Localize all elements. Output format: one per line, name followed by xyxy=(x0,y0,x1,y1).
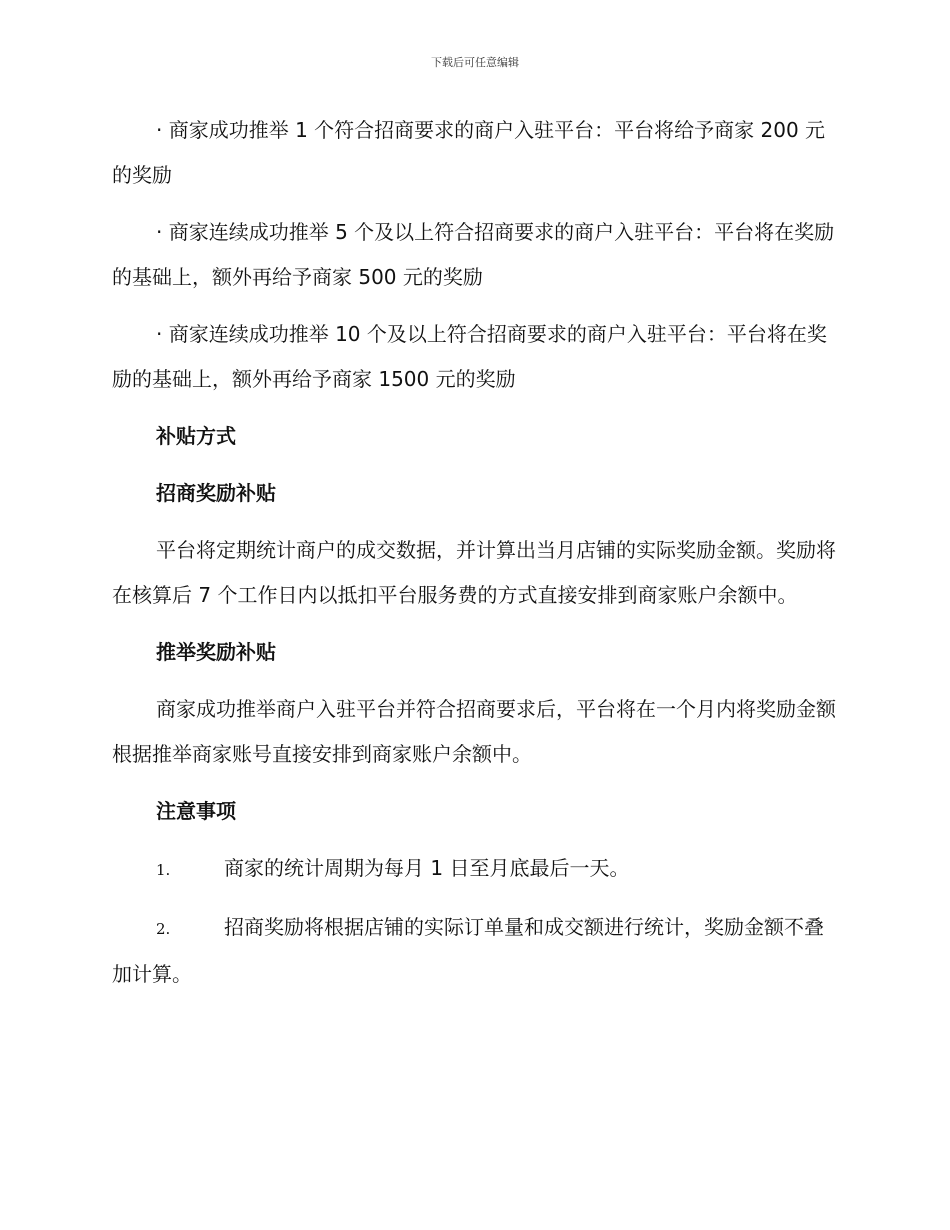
note-item-2 xyxy=(112,905,842,997)
document-body xyxy=(112,108,842,1009)
bullet-paragraph-2: · 商家连续成功推举 5 个及以上符合招商要求的商户入驻平台：平台将在奖励的基础上，额外再给予商家 500 元的奖励 xyxy=(112,220,835,289)
page-header-note: 下载后可任意编辑 xyxy=(431,56,519,69)
heading-subsidy-method: 补贴方式 xyxy=(156,424,236,448)
bullet-paragraph-3: · 商家连续成功推举 10 个及以上符合招商要求的商户入驻平台：平台将在奖励的基础上，额外再给予商家 1500 元的奖励 xyxy=(112,322,827,391)
bullet-paragraph-1: · 商家成功推举 1 个符合招商要求的商户入驻平台：平台将给予商家 200 元的奖励 xyxy=(112,118,826,187)
note-text: 商家的统计周期为每月 1 日至月底最后一天。 xyxy=(224,856,630,880)
note-number: 2. xyxy=(156,920,171,938)
recruit-reward-body: 平台将定期统计商户的成交数据，并计算出当月店铺的实际奖励金额。奖励将在核算后 7 个工作日内以抵扣平台服务费的方式直接安排到商家账户余额中。 xyxy=(112,538,836,607)
note-text: 招商奖励将根据店铺的实际订单量和成交额进行统计，奖励金额不叠加计算。 xyxy=(112,915,824,986)
referral-reward-body: 商家成功推举商户入驻平台并符合招商要求后，平台将在一个月内将奖励金额根据推举商家账号直接安排到商家账户余额中。 xyxy=(112,697,836,766)
heading-referral-reward: 推举奖励补贴 xyxy=(156,640,276,664)
heading-notes: 注意事项 xyxy=(156,799,236,823)
note-number: 1. xyxy=(156,861,171,879)
heading-recruit-reward: 招商奖励补贴 xyxy=(156,481,276,505)
note-item-1 xyxy=(112,846,842,893)
